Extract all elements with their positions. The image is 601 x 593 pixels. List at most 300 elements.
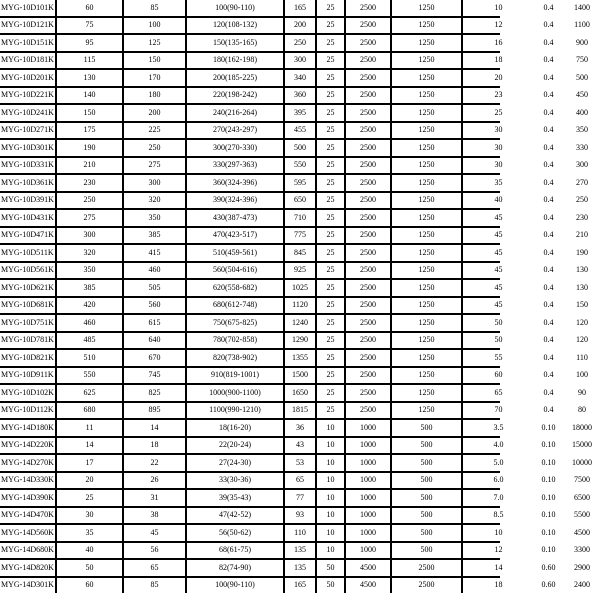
table-cell: 300 — [124, 175, 185, 191]
table-cell: 30 — [57, 508, 122, 524]
table-cell: 50 — [317, 578, 344, 593]
table-cell: 25 — [317, 140, 344, 156]
table-cell: 4500 — [563, 525, 601, 541]
table-cell: 25 — [317, 245, 344, 261]
table-cell: 0.4 — [536, 105, 561, 121]
table-cell: 25 — [317, 210, 344, 226]
table-cell: 1250 — [392, 350, 461, 366]
table-cell: 650 — [285, 193, 315, 209]
table-cell: 25 — [317, 298, 344, 314]
table-cell: 2500 — [346, 88, 390, 104]
table-cell: 1000 — [346, 525, 390, 541]
table-cell: 1000 — [346, 420, 390, 436]
table-cell: 2500 — [346, 158, 390, 174]
table-cell: 55 — [463, 350, 534, 366]
table-cell: 250 — [57, 193, 122, 209]
table-cell: 2500 — [346, 193, 390, 209]
table-cell: 2500 — [346, 35, 390, 51]
table-cell: 500 — [392, 455, 461, 471]
table-cell: 2500 — [346, 298, 390, 314]
table-cell: 0.4 — [536, 88, 561, 104]
table-cell: 745 — [124, 368, 185, 384]
model-cell: MYG-10D431K — [0, 210, 55, 226]
model-cell: MYG-10D102K — [0, 385, 55, 401]
table-cell: 910(819-1001) — [187, 368, 283, 384]
table-cell: 25 — [463, 105, 534, 121]
table-cell: 120 — [563, 333, 601, 349]
table-cell: 320 — [57, 245, 122, 261]
table-cell: 85 — [124, 0, 185, 16]
model-cell: MYG-10D181K — [0, 53, 55, 69]
table-cell: 14 — [57, 438, 122, 454]
table-cell: 1250 — [392, 385, 461, 401]
table-cell: 12 — [463, 543, 534, 559]
table-cell: 220(198-242) — [187, 88, 283, 104]
table-cell: 395 — [285, 105, 315, 121]
table-cell: 1250 — [392, 245, 461, 261]
model-cell: MYG-10D221K — [0, 88, 55, 104]
table-cell: 0.60 — [536, 578, 561, 593]
model-cell: MYG-10D112K — [0, 403, 55, 419]
table-cell: 2500 — [346, 140, 390, 156]
table-cell: 47(42-52) — [187, 508, 283, 524]
table-cell: 2500 — [346, 280, 390, 296]
table-cell: 45 — [463, 263, 534, 279]
table-cell: 25 — [317, 70, 344, 86]
table-cell: 2500 — [346, 403, 390, 419]
table-cell: 43 — [285, 438, 315, 454]
table-cell: 190 — [57, 140, 122, 156]
table-cell: 18 — [124, 438, 185, 454]
table-cell: 2900 — [563, 560, 601, 576]
table-cell: 1250 — [392, 88, 461, 104]
table-cell: 1250 — [392, 158, 461, 174]
table-cell: 45 — [124, 525, 185, 541]
table-cell: 10 — [317, 438, 344, 454]
table-cell: 500 — [392, 543, 461, 559]
table-cell: 30 — [463, 123, 534, 139]
table-cell: 23 — [463, 88, 534, 104]
model-cell: MYG-10D561K — [0, 263, 55, 279]
table-cell: 10 — [317, 473, 344, 489]
model-cell: MYG-10D681K — [0, 298, 55, 314]
table-cell: 5500 — [563, 508, 601, 524]
table-cell: 560(504-616) — [187, 263, 283, 279]
table-cell: 250 — [563, 193, 601, 209]
table-cell: 190 — [563, 245, 601, 261]
table-cell: 150 — [124, 53, 185, 69]
table-cell: 50 — [463, 333, 534, 349]
table-cell: 25 — [317, 385, 344, 401]
model-cell: MYG-10D151K — [0, 35, 55, 51]
table-cell: 2500 — [346, 368, 390, 384]
table-cell: 415 — [124, 245, 185, 261]
table-cell: 300 — [285, 53, 315, 69]
table-cell: 20 — [463, 70, 534, 86]
table-cell: 2500 — [346, 53, 390, 69]
model-cell: MYG-14D301K — [0, 578, 55, 593]
table-cell: 2500 — [346, 263, 390, 279]
table-cell: 25 — [317, 123, 344, 139]
table-cell: 1250 — [392, 263, 461, 279]
table-cell: 11 — [57, 420, 122, 436]
table-cell: 620(558-682) — [187, 280, 283, 296]
table-cell: 170 — [124, 70, 185, 86]
table-cell: 25 — [317, 403, 344, 419]
model-cell: MYG-10D391K — [0, 193, 55, 209]
table-cell: 925 — [285, 263, 315, 279]
table-cell: 2500 — [346, 228, 390, 244]
table-cell: 500 — [392, 420, 461, 436]
table-cell: 4500 — [346, 560, 390, 576]
table-cell: 25 — [317, 0, 344, 16]
table-cell: 505 — [124, 280, 185, 296]
table-cell: 1100(990-1210) — [187, 403, 283, 419]
table-cell: 1250 — [392, 315, 461, 331]
table-cell: 250 — [124, 140, 185, 156]
table-cell: 710 — [285, 210, 315, 226]
table-cell: 0.4 — [536, 70, 561, 86]
table-cell: 22 — [124, 455, 185, 471]
table-cell: 10 — [463, 0, 534, 16]
table-cell: 680(612-748) — [187, 298, 283, 314]
table-cell: 10 — [317, 490, 344, 506]
table-cell: 1250 — [392, 298, 461, 314]
table-cell: 50 — [463, 315, 534, 331]
table-cell: 350 — [563, 123, 601, 139]
table-cell: 500 — [563, 70, 601, 86]
table-cell: 180(162-198) — [187, 53, 283, 69]
table-cell: 0.60 — [536, 560, 561, 576]
table-cell: 0.4 — [536, 403, 561, 419]
table-cell: 820(738-902) — [187, 350, 283, 366]
table-cell: 360 — [285, 88, 315, 104]
table-cell: 2500 — [346, 385, 390, 401]
table-cell: 0.4 — [536, 35, 561, 51]
table-cell: 250 — [285, 35, 315, 51]
table-cell: 1250 — [392, 280, 461, 296]
table-cell: 1000 — [346, 438, 390, 454]
table-cell: 230 — [563, 210, 601, 226]
table-cell: 1250 — [392, 123, 461, 139]
table-cell: 1650 — [285, 385, 315, 401]
table-cell: 0.4 — [536, 0, 561, 16]
table-cell: 0.4 — [536, 193, 561, 209]
table-cell: 77 — [285, 490, 315, 506]
table-cell: 1290 — [285, 333, 315, 349]
table-cell: 90 — [563, 385, 601, 401]
table-cell: 0.4 — [536, 53, 561, 69]
table-cell: 2500 — [392, 560, 461, 576]
table-cell: 225 — [124, 123, 185, 139]
table-cell: 1250 — [392, 210, 461, 226]
table-cell: 25 — [317, 315, 344, 331]
table-cell: 50 — [317, 560, 344, 576]
model-cell: MYG-14D270K — [0, 455, 55, 471]
table-cell: 240(216-264) — [187, 105, 283, 121]
table-cell: 165 — [285, 578, 315, 593]
table-cell: 560 — [124, 298, 185, 314]
model-cell: MYG-10D751K — [0, 315, 55, 331]
table-cell: 18000 — [563, 420, 601, 436]
table-cell: 230 — [57, 175, 122, 191]
table-cell: 5.0 — [463, 455, 534, 471]
model-cell: MYG-10D121K — [0, 18, 55, 34]
model-cell: MYG-14D680K — [0, 543, 55, 559]
table-cell: 16 — [463, 35, 534, 51]
table-cell: 45 — [463, 245, 534, 261]
table-cell: 275 — [124, 158, 185, 174]
model-cell: MYG-10D301K — [0, 140, 55, 156]
table-cell: 1250 — [392, 193, 461, 209]
table-cell: 120 — [563, 315, 601, 331]
table-cell: 25 — [317, 175, 344, 191]
table-cell: 70 — [463, 403, 534, 419]
table-cell: 175 — [57, 123, 122, 139]
table-cell: 670 — [124, 350, 185, 366]
table-cell: 485 — [57, 333, 122, 349]
table-cell: 1120 — [285, 298, 315, 314]
table-cell: 4500 — [346, 578, 390, 593]
table-cell: 0.10 — [536, 490, 561, 506]
table-cell: 0.10 — [536, 438, 561, 454]
table-cell: 0.10 — [536, 525, 561, 541]
table-cell: 350 — [57, 263, 122, 279]
table-cell: 25 — [317, 105, 344, 121]
model-cell: MYG-14D330K — [0, 473, 55, 489]
model-cell: MYG-10D911K — [0, 368, 55, 384]
table-cell: 340 — [285, 70, 315, 86]
table-cell: 0.10 — [536, 420, 561, 436]
table-cell: 60 — [57, 578, 122, 593]
table-cell: 0.10 — [536, 455, 561, 471]
table-cell: 775 — [285, 228, 315, 244]
table-cell: 1250 — [392, 228, 461, 244]
table-cell: 110 — [285, 525, 315, 541]
table-cell: 26 — [124, 473, 185, 489]
table-cell: 2500 — [346, 333, 390, 349]
table-cell: 1355 — [285, 350, 315, 366]
table-cell: 110 — [563, 350, 601, 366]
table-cell: 130 — [563, 280, 601, 296]
table-cell: 25 — [317, 333, 344, 349]
model-cell: MYG-10D781K — [0, 333, 55, 349]
table-cell: 1000 — [346, 473, 390, 489]
table-cell: 1250 — [392, 175, 461, 191]
model-cell: MYG-10D821K — [0, 350, 55, 366]
table-cell: 45 — [463, 280, 534, 296]
table-cell: 25 — [317, 350, 344, 366]
table-cell: 0.4 — [536, 263, 561, 279]
table-cell: 750 — [563, 53, 601, 69]
table-cell: 500 — [392, 508, 461, 524]
table-cell: 45 — [463, 210, 534, 226]
table-cell: 2500 — [346, 210, 390, 226]
table-cell: 3300 — [563, 543, 601, 559]
table-cell: 2500 — [346, 123, 390, 139]
table-cell: 390(324-396) — [187, 193, 283, 209]
table-cell: 22(20-24) — [187, 438, 283, 454]
table-cell: 210 — [563, 228, 601, 244]
table-cell: 360(324-396) — [187, 175, 283, 191]
table-cell: 0.4 — [536, 140, 561, 156]
table-cell: 10 — [317, 508, 344, 524]
table-cell: 45 — [463, 298, 534, 314]
table-cell: 2500 — [346, 70, 390, 86]
table-cell: 53 — [285, 455, 315, 471]
table-cell: 0.10 — [536, 473, 561, 489]
table-cell: 1250 — [392, 403, 461, 419]
table-cell: 460 — [124, 263, 185, 279]
table-cell: 0.4 — [536, 298, 561, 314]
table-cell: 750(675-825) — [187, 315, 283, 331]
table-cell: 500 — [392, 525, 461, 541]
table-cell: 1250 — [392, 333, 461, 349]
table-cell: 500 — [285, 140, 315, 156]
table-cell: 200 — [124, 105, 185, 121]
table-cell: 18(16-20) — [187, 420, 283, 436]
table-cell: 1500 — [285, 368, 315, 384]
table-cell: 1250 — [392, 368, 461, 384]
table-cell: 1815 — [285, 403, 315, 419]
table-cell: 780(702-858) — [187, 333, 283, 349]
table-cell: 2500 — [346, 245, 390, 261]
table-cell: 25 — [317, 35, 344, 51]
table-cell: 38 — [124, 508, 185, 524]
table-cell: 25 — [317, 18, 344, 34]
table-cell: 36 — [285, 420, 315, 436]
table-cell: 40 — [463, 193, 534, 209]
table-cell: 1250 — [392, 0, 461, 16]
table-cell: 680 — [57, 403, 122, 419]
table-cell: 0.4 — [536, 333, 561, 349]
table-cell: 0.4 — [536, 123, 561, 139]
table-cell: 455 — [285, 123, 315, 139]
table-cell: 17 — [57, 455, 122, 471]
table-cell: 25 — [317, 263, 344, 279]
table-cell: 0.4 — [536, 280, 561, 296]
table-cell: 0.10 — [536, 508, 561, 524]
table-cell: 68(61-75) — [187, 543, 283, 559]
table-cell: 135 — [285, 543, 315, 559]
table-cell: 100(90-110) — [187, 578, 283, 593]
model-cell: MYG-14D180K — [0, 420, 55, 436]
table-cell: 25 — [57, 490, 122, 506]
table-cell: 20 — [57, 473, 122, 489]
model-cell: MYG-14D470K — [0, 508, 55, 524]
table-cell: 1250 — [392, 140, 461, 156]
model-cell: MYG-10D271K — [0, 123, 55, 139]
table-cell: 130 — [57, 70, 122, 86]
table-cell: 35 — [57, 525, 122, 541]
table-cell: 500 — [392, 438, 461, 454]
table-cell: 2500 — [346, 315, 390, 331]
table-cell: 0.4 — [536, 175, 561, 191]
table-cell: 140 — [57, 88, 122, 104]
table-cell: 18 — [463, 578, 534, 593]
table-cell: 130 — [563, 263, 601, 279]
table-cell: 450 — [563, 88, 601, 104]
table-cell: 2500 — [346, 18, 390, 34]
model-cell: MYG-10D511K — [0, 245, 55, 261]
table-cell: 385 — [124, 228, 185, 244]
table-cell: 2500 — [346, 105, 390, 121]
table-cell: 56 — [124, 543, 185, 559]
table-cell: 135 — [285, 560, 315, 576]
table-cell: 0.4 — [536, 385, 561, 401]
table-cell: 270 — [563, 175, 601, 191]
table-cell: 270(243-297) — [187, 123, 283, 139]
table-cell: 30 — [463, 140, 534, 156]
table-cell: 500 — [392, 490, 461, 506]
table-cell: 12 — [463, 18, 534, 34]
table-cell: 1240 — [285, 315, 315, 331]
table-cell: 14 — [463, 560, 534, 576]
table-cell: 100 — [124, 18, 185, 34]
table-cell: 45 — [463, 228, 534, 244]
table-cell: 10 — [317, 455, 344, 471]
table-cell: 150 — [57, 105, 122, 121]
table-cell: 85 — [124, 578, 185, 593]
table-cell: 2400 — [563, 578, 601, 593]
table-cell: 0.4 — [536, 18, 561, 34]
table-cell: 0.4 — [536, 315, 561, 331]
table-cell: 93 — [285, 508, 315, 524]
table-cell: 25 — [317, 280, 344, 296]
table-cell: 0.4 — [536, 158, 561, 174]
table-cell: 300(270-330) — [187, 140, 283, 156]
table-cell: 30 — [463, 158, 534, 174]
table-cell: 115 — [57, 53, 122, 69]
table-cell: 615 — [124, 315, 185, 331]
table-cell: 200(185-225) — [187, 70, 283, 86]
table-cell: 1250 — [392, 53, 461, 69]
table-cell: 33(30-36) — [187, 473, 283, 489]
table-cell: 15000 — [563, 438, 601, 454]
table-cell: 50 — [57, 560, 122, 576]
table-cell: 65 — [124, 560, 185, 576]
table-cell: 1000 — [346, 508, 390, 524]
table-cell: 510(459-561) — [187, 245, 283, 261]
table-cell: 640 — [124, 333, 185, 349]
table-cell: 7500 — [563, 473, 601, 489]
table-cell: 100(90-110) — [187, 0, 283, 16]
table-cell: 900 — [563, 35, 601, 51]
table-cell: 4.0 — [463, 438, 534, 454]
table-cell: 65 — [463, 385, 534, 401]
table-cell: 25 — [317, 88, 344, 104]
table-cell: 330(297-363) — [187, 158, 283, 174]
table-cell: 275 — [57, 210, 122, 226]
table-cell: 1025 — [285, 280, 315, 296]
table-cell: 6.0 — [463, 473, 534, 489]
table-cell: 25 — [317, 158, 344, 174]
table-cell: 39(35-43) — [187, 490, 283, 506]
table-cell: 1400 — [563, 0, 601, 16]
table-cell: 8.5 — [463, 508, 534, 524]
table-cell: 0.4 — [536, 210, 561, 226]
table-cell: 1000 — [346, 490, 390, 506]
table-cell: 845 — [285, 245, 315, 261]
table-cell: 2500 — [346, 350, 390, 366]
table-cell: 0.4 — [536, 245, 561, 261]
table-cell: 10 — [317, 420, 344, 436]
table-cell: 895 — [124, 403, 185, 419]
table-cell: 550 — [57, 368, 122, 384]
model-cell: MYG-10D621K — [0, 280, 55, 296]
table-cell: 1250 — [392, 105, 461, 121]
table-cell: 0.4 — [536, 368, 561, 384]
